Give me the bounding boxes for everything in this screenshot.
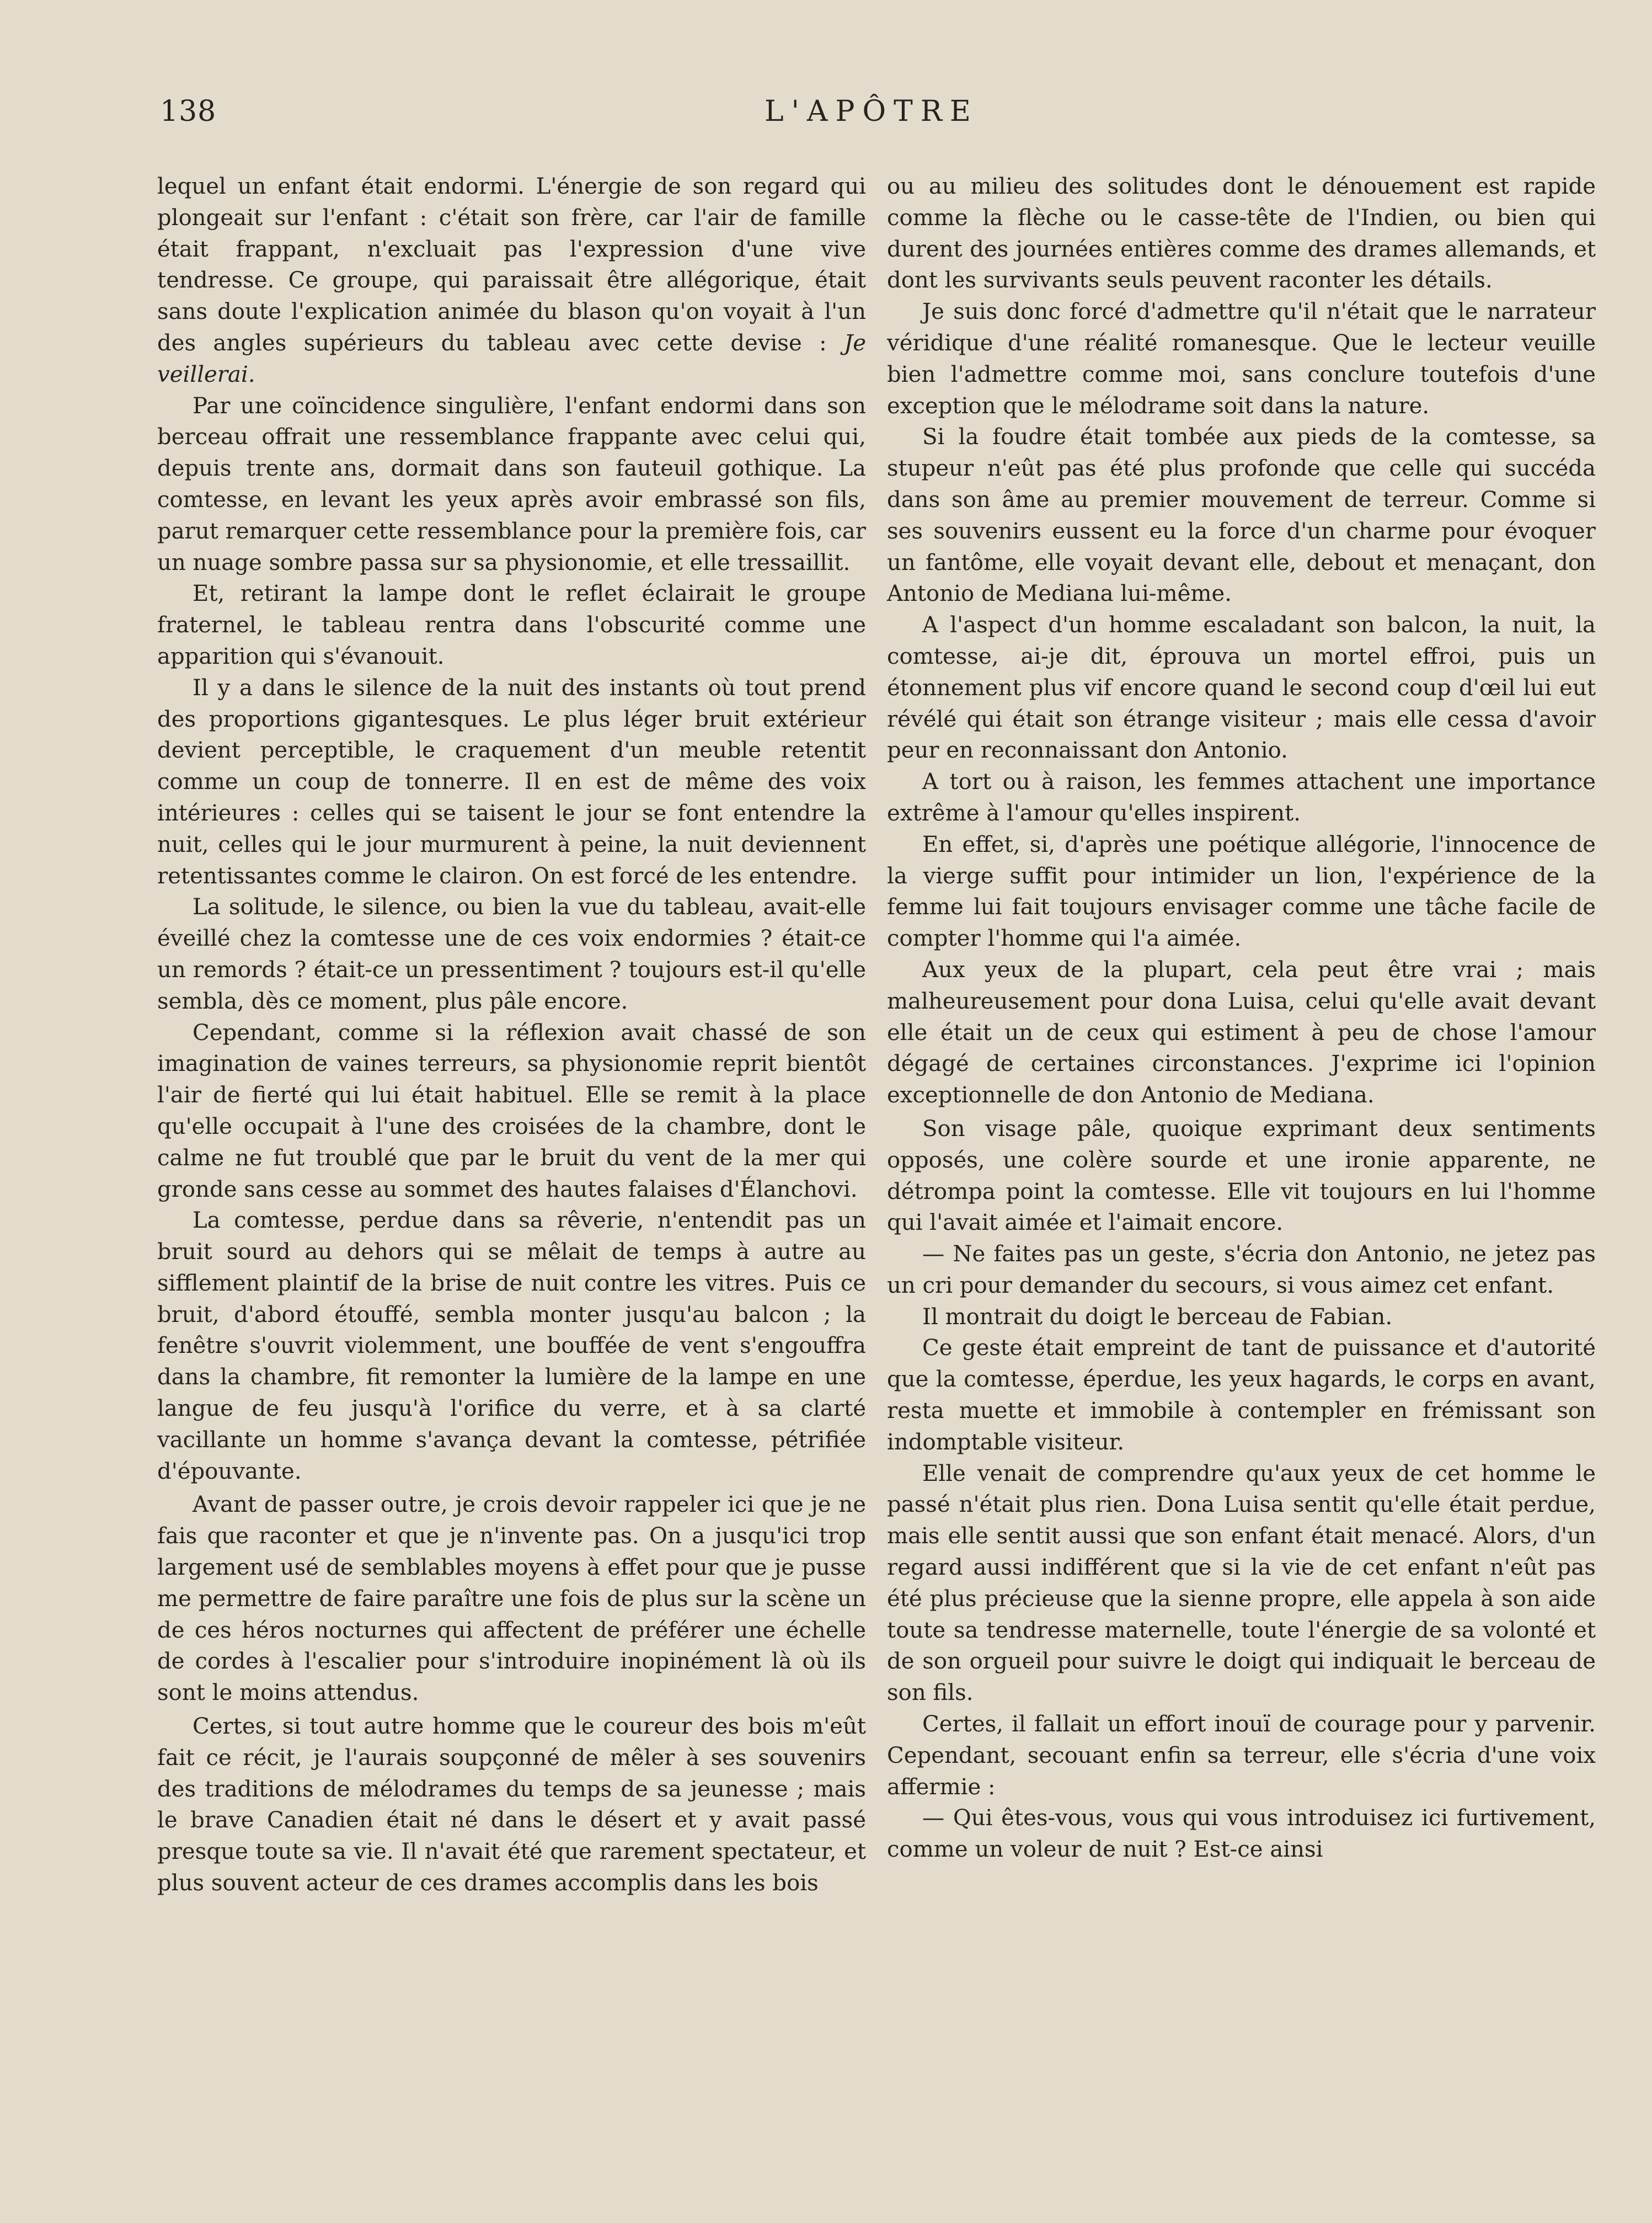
paragraph: — Ne faites pas un geste, s'écria don Antonio, ne jetez pas un cri pour demander du secours, si vous aimez cet enfant. — [887, 1241, 1596, 1298]
paragraph: Il montrait du doigt le berceau de Fabian. — [922, 1304, 1393, 1330]
paragraph: lequel un enfant était endormi. L'énergie de son regard qui plongeait sur l'enfant : c'était son frère, car l'air de famille était frappant, n'excluait pas l'expression d'une vive tendresse. Ce groupe, qui paraissait être allégorique, était sans doute l'explication animée du blason qu'on voyait à l'un des angles supérieurs du tableau avec cette devise : Je veillerai. — [157, 174, 866, 387]
paragraph: Certes, si tout autre homme que le coureur des bois m'eût fait ce récit, je l'aurais soupçonné de mêler à ses souvenirs des traditions de mélodrames du temps de sa jeunesse ; mais le brave Canadien était né dans le désert et y avait passé presque toute sa vie. Il n'avait été que rarement spectateur, et plus souvent acteur de ces drames accomplis dans les bois — [157, 1714, 866, 1896]
paragraph: La solitude, le silence, ou bien la vue du tableau, avait-elle éveillé chez la comtesse une de ces voix endormies ? était-ce un remords ? était-ce un pressentiment ? toujours est-il qu'elle sembla, dès ce moment, plus pâle encore. — [157, 894, 866, 1014]
motto: Je veillerai. — [157, 330, 866, 387]
paragraph: Ce geste était empreint de tant de puissance et d'autorité que la comtesse, éperdue, les yeux hagards, le corps en avant, resta muette et immobile à contempler en frémissant son indomptable visiteur. — [887, 1335, 1596, 1455]
paragraph: A l'aspect d'un homme escaladant son balcon, la nuit, la comtesse, ai-je dit, éprouva un mortel effroi, puis un étonnement plus vif encore quand le second coup d'œil lui eut révélé qui était son étrange visiteur ; mais elle cessa d'avoir peur en reconnaissant don Antonio. — [887, 612, 1596, 764]
paragraph: Certes, il fallait un effort inouï de courage pour y parvenir. Cependant, secouant enfin sa terreur, elle s'écria d'une voix affermie : — [887, 1712, 1596, 1800]
paragraph: — Qui êtes-vous, vous qui vous introduisez ici furtivement, comme un voleur de nuit ? Est-ce ainsi — [887, 1805, 1596, 1863]
right-column — [887, 171, 1596, 1865]
paragraph: Aux yeux de la plupart, cela peut être vrai ; mais malheureusement pour dona Luisa, celui qu'elle avait devant elle était un de ceux qui estiment à peu de chose l'amour dégagé de certaines circonstances. J'exprime ici l'opinion exceptionnelle de don Antonio de Mediana. — [887, 957, 1596, 1108]
page-number: 138 — [160, 95, 217, 128]
running-title: L'APÔTRE — [764, 95, 979, 128]
paragraph: Et, retirant la lampe dont le reflet éclairait le groupe fraternel, le tableau rentra dans l'obscurité comme une apparition qui s'évanouit. — [157, 581, 866, 669]
paragraph: Elle venait de comprendre qu'aux yeux de cet homme le passé n'était plus rien. Dona Luisa sentit qu'elle était perdue, mais elle sentit aussi que son enfant était menacé. Alors, d'un regard aussi indifférent que si la vie de cet enfant n'eût pas été plus précieuse que la sienne propre, elle appela à son aide toute sa tendresse maternelle, toute l'énergie de sa volonté et de son orgueil pour suivre le doigt qui indiquait le berceau de son fils. — [887, 1460, 1596, 1706]
paragraph: Si la foudre était tombée aux pieds de la comtesse, sa stupeur n'eût pas été plus profonde que celle qui succéda dans son âme au premier mouvement de terreur. Comme si ses souvenirs eussent eu la force d'un charme pour évoquer un fantôme, elle voyait devant elle, debout et menaçant, don Antonio de Mediana lui-même. — [887, 424, 1596, 607]
paragraph: ou au milieu des solitudes dont le dénouement est rapide comme la flèche ou le casse-tête de l'Indien, ou bien qui durent des journées entières comme des drames allemands, et dont les survivants seuls peuvent raconter les détails. — [887, 174, 1596, 294]
paragraph: Cependant, comme si la réflexion avait chassé de son imagination de vaines terreurs, sa physionomie reprit bientôt l'air de fierté qui lui était habituel. Elle se remit à la place qu'elle occupait à l'une des croisées de la chambre, dont le calme ne fut troublé que par le bruit du vent de la mer qui gronde sans cesse au sommet des hautes falaises d'Élanchovi. — [157, 1020, 866, 1202]
paragraph: En effet, si, d'après une poétique allégorie, l'innocence de la vierge suffit pour intimider un lion, l'expérience de la femme lui fait toujours envisager comme une tâche facile de compter l'homme qui l'a aimée. — [887, 831, 1596, 952]
paragraph: Avant de passer outre, je crois devoir rappeler ici que je ne fais que raconter et que je n'invente pas. On a jusqu'ici trop largement usé de semblables moyens à effet pour que je pusse me permettre de faire paraître une fois de plus sur la scène un de ces héros nocturnes qui affectent de préférer une échelle de cordes à l'escalier pour s'introduire inopinément là où ils sont le moins attendus. — [157, 1492, 866, 1706]
page-header — [160, 95, 1583, 145]
paragraph: A tort ou à raison, les femmes attachent une importance extrême à l'amour qu'elles inspirent. — [887, 769, 1596, 826]
paragraph: Je suis donc forcé d'admettre qu'il n'était que le narrateur véridique d'une réalité romanesque. Que le lecteur veuille bien l'admettre comme moi, sans conclure toutefois d'une exception que le mélodrame soit dans la nature. — [887, 299, 1596, 419]
paragraph: Il y a dans le silence de la nuit des instants où tout prend des proportions gigantesques. Le plus léger bruit extérieur devient perceptible, le craquement d'un meuble retentit comme un coup de tonnerre. Il en est de même des voix intérieures : celles qui se taisent le jour se font entendre la nuit, celles qui le jour murmurent à peine, la nuit deviennent retentissantes comme le clairon. On est forcé de les entendre. — [157, 675, 866, 889]
left-column — [157, 171, 866, 1899]
paragraph: Son visage pâle, quoique exprimant deux sentiments opposés, une colère sourde et une ironie apparente, ne détrompa point la comtesse. Elle vit toujours en lui l'homme qui l'avait aimée et l'aimait encore. — [887, 1116, 1596, 1236]
paragraph: La comtesse, perdue dans sa rêverie, n'entendit pas un bruit sourd au dehors qui se mêlait de temps à autre au sifflement plaintif de la brise de nuit contre les vitres. Puis ce bruit, d'abord étouffé, sembla monter jusqu'au balcon ; la fenêtre s'ouvrit violemment, une bouffée de vent s'engouffra dans la chambre, fit remonter la lumière de la lampe en une langue de feu jusqu'à l'orifice du verre, et à sa clarté vacillante un homme s'avança devant la comtesse, pétrifiée d'épouvante. — [157, 1208, 866, 1484]
paragraph: Par une coïncidence singulière, l'enfant endormi dans son berceau offrait une ressemblance frappante avec celui qui, depuis trente ans, dormait dans son fauteuil gothique. La comtesse, en levant les yeux après avoir embrassé son fils, parut remarquer cette ressemblance pour la première fois, car un nuage sombre passa sur sa physionomie, et elle tressaillit. — [157, 393, 866, 575]
